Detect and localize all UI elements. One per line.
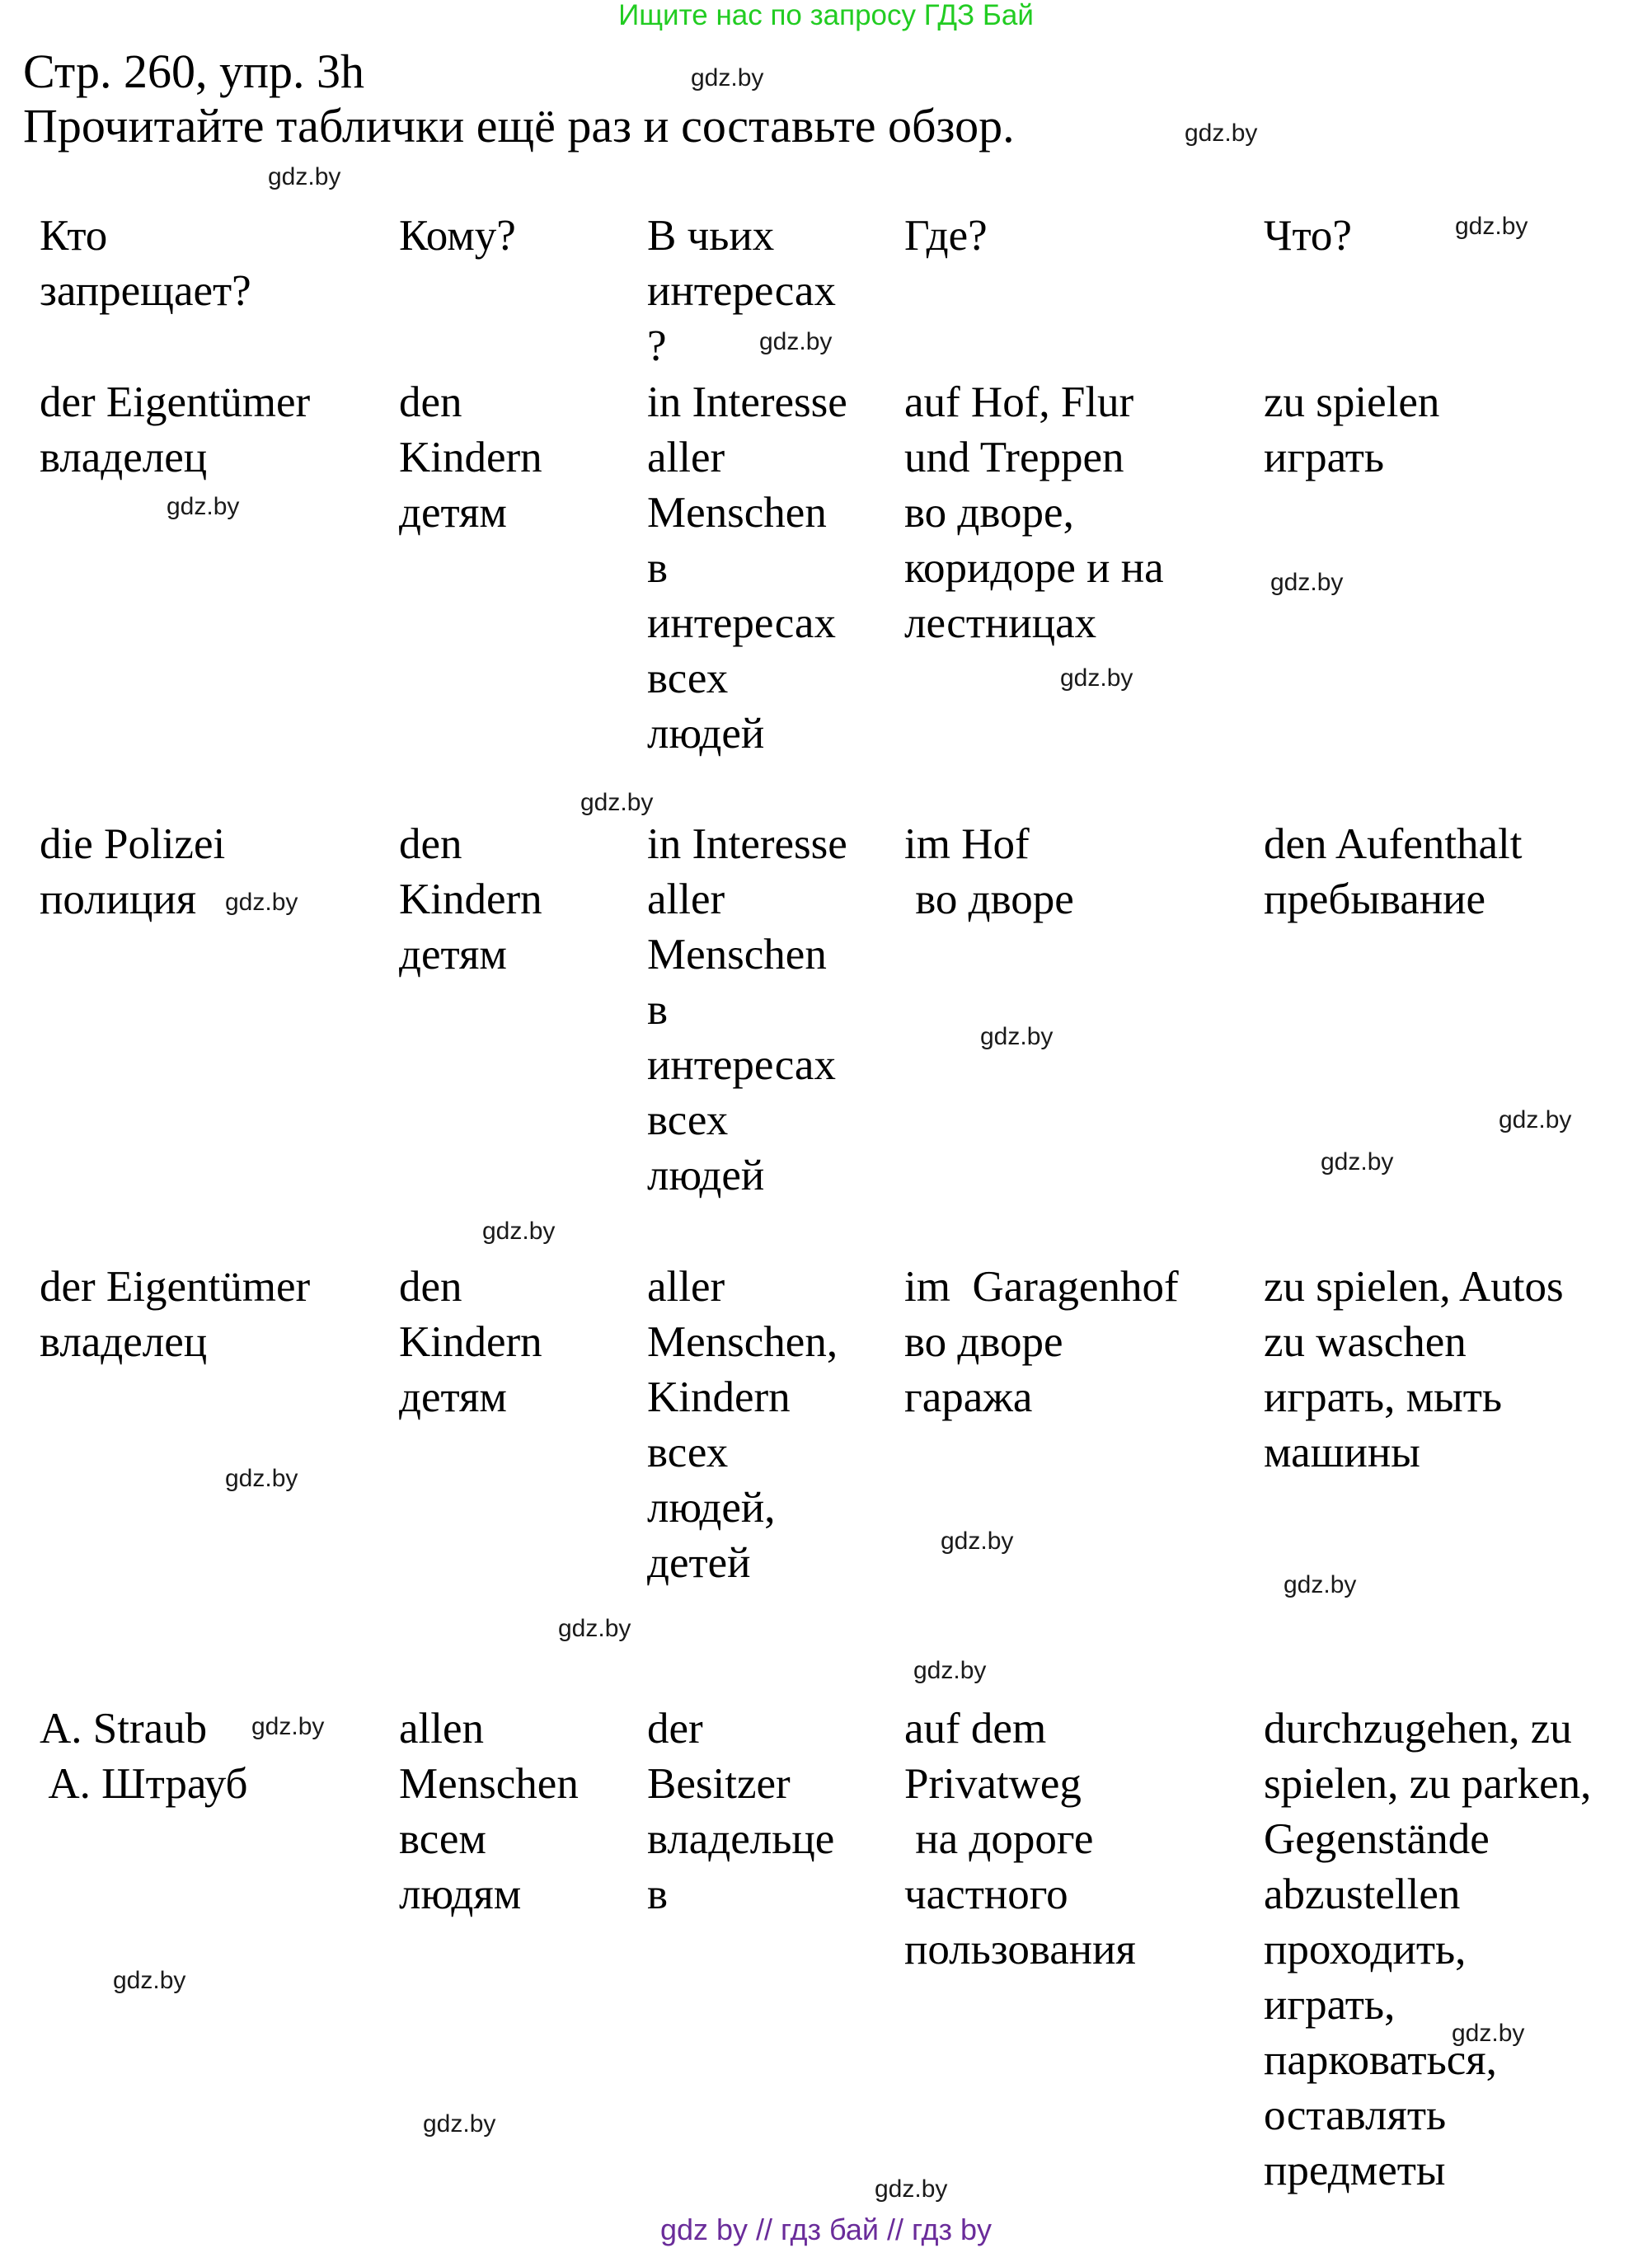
- table-cell: auf dem Privatweg на дороге частного пользования: [904, 1705, 1136, 1973]
- watermark: gdz.by: [167, 493, 240, 520]
- table-cell: den Kindern детям: [399, 1263, 542, 1421]
- search-banner: Ищите нас по запросу ГДЗ Бай: [618, 0, 1034, 31]
- header-to-whom: Кому?: [399, 212, 516, 260]
- table-cell: im Hof во дворе: [904, 820, 1074, 923]
- table-cell: der Besitzer владельце в: [647, 1705, 835, 1918]
- watermark: gdz.by: [1452, 2020, 1525, 2047]
- watermark: gdz.by: [980, 1023, 1054, 1050]
- watermark: gdz.by: [759, 328, 833, 355]
- watermark: gdz.by: [875, 2175, 948, 2203]
- table-cell: in Interesse aller Menschen в интересах всех людей: [647, 378, 847, 758]
- table-cell: aller Menschen, Kindern всех людей, детей: [647, 1263, 838, 1587]
- watermark: gdz.by: [691, 64, 764, 92]
- table-cell: A. Straub A. Штрауб: [40, 1705, 248, 1808]
- watermark: gdz.by: [1060, 664, 1133, 692]
- table-cell: zu spielen играть: [1264, 378, 1440, 481]
- table-cell: der Eigentümer владелец: [40, 378, 311, 481]
- watermark: gdz.by: [113, 1967, 186, 1994]
- footer-watermark: gdz by // гдз бай // гдз by: [659, 2213, 993, 2246]
- watermark: gdz.by: [251, 1713, 325, 1740]
- watermark: gdz.by: [941, 1528, 1014, 1555]
- watermark: gdz.by: [423, 2110, 496, 2138]
- watermark: gdz.by: [1499, 1106, 1572, 1133]
- page-reference: Стр. 260, упр. 3h: [23, 45, 365, 98]
- table-cell: im Garagenhof во дворе гаража: [904, 1263, 1179, 1421]
- watermark: gdz.by: [482, 1218, 556, 1245]
- header-who-prohibits: Кто запрещает?: [40, 212, 251, 315]
- table-cell: allen Menschen всем людям: [399, 1705, 579, 1918]
- table-cell: der Eigentümer владелец: [40, 1263, 311, 1366]
- watermark: gdz.by: [1321, 1148, 1394, 1176]
- header-in-whose-interest: В чьих интересах ?: [647, 212, 836, 370]
- header-where: Где?: [904, 212, 988, 260]
- table-cell: den Kindern детям: [399, 378, 542, 537]
- table-cell: den Aufenthalt пребывание: [1264, 820, 1523, 923]
- watermark: gdz.by: [1270, 569, 1344, 596]
- watermark: gdz.by: [225, 1465, 298, 1492]
- table-cell: den Kindern детям: [399, 820, 542, 979]
- table-cell: die Polizei полиция: [40, 820, 226, 923]
- watermark: gdz.by: [1185, 120, 1258, 147]
- header-what: Что?: [1264, 212, 1352, 260]
- watermark: gdz.by: [580, 789, 654, 816]
- table-cell: durchzugehen, zu spielen, zu parken, Gegenstände abzustellen проходить, играть, парковаться, оставлять предметы: [1264, 1705, 1592, 2194]
- watermark: gdz.by: [558, 1615, 631, 1642]
- watermark: gdz.by: [1284, 1571, 1357, 1598]
- table-cell: in Interesse aller Menschen в интересах всех людей: [647, 820, 847, 1199]
- table-cell: auf Hof, Flur und Treppen во дворе, коридоре и на лестницах: [904, 378, 1164, 647]
- watermark: gdz.by: [1455, 213, 1528, 240]
- watermark: gdz.by: [913, 1657, 987, 1684]
- exercise-instruction: Прочитайте таблички ещё раз и составьте обзор.: [23, 99, 1015, 153]
- table-cell: zu spielen, Autos zu waschen играть, мыть машины: [1264, 1263, 1564, 1476]
- watermark: gdz.by: [225, 889, 298, 916]
- watermark: gdz.by: [268, 163, 341, 190]
